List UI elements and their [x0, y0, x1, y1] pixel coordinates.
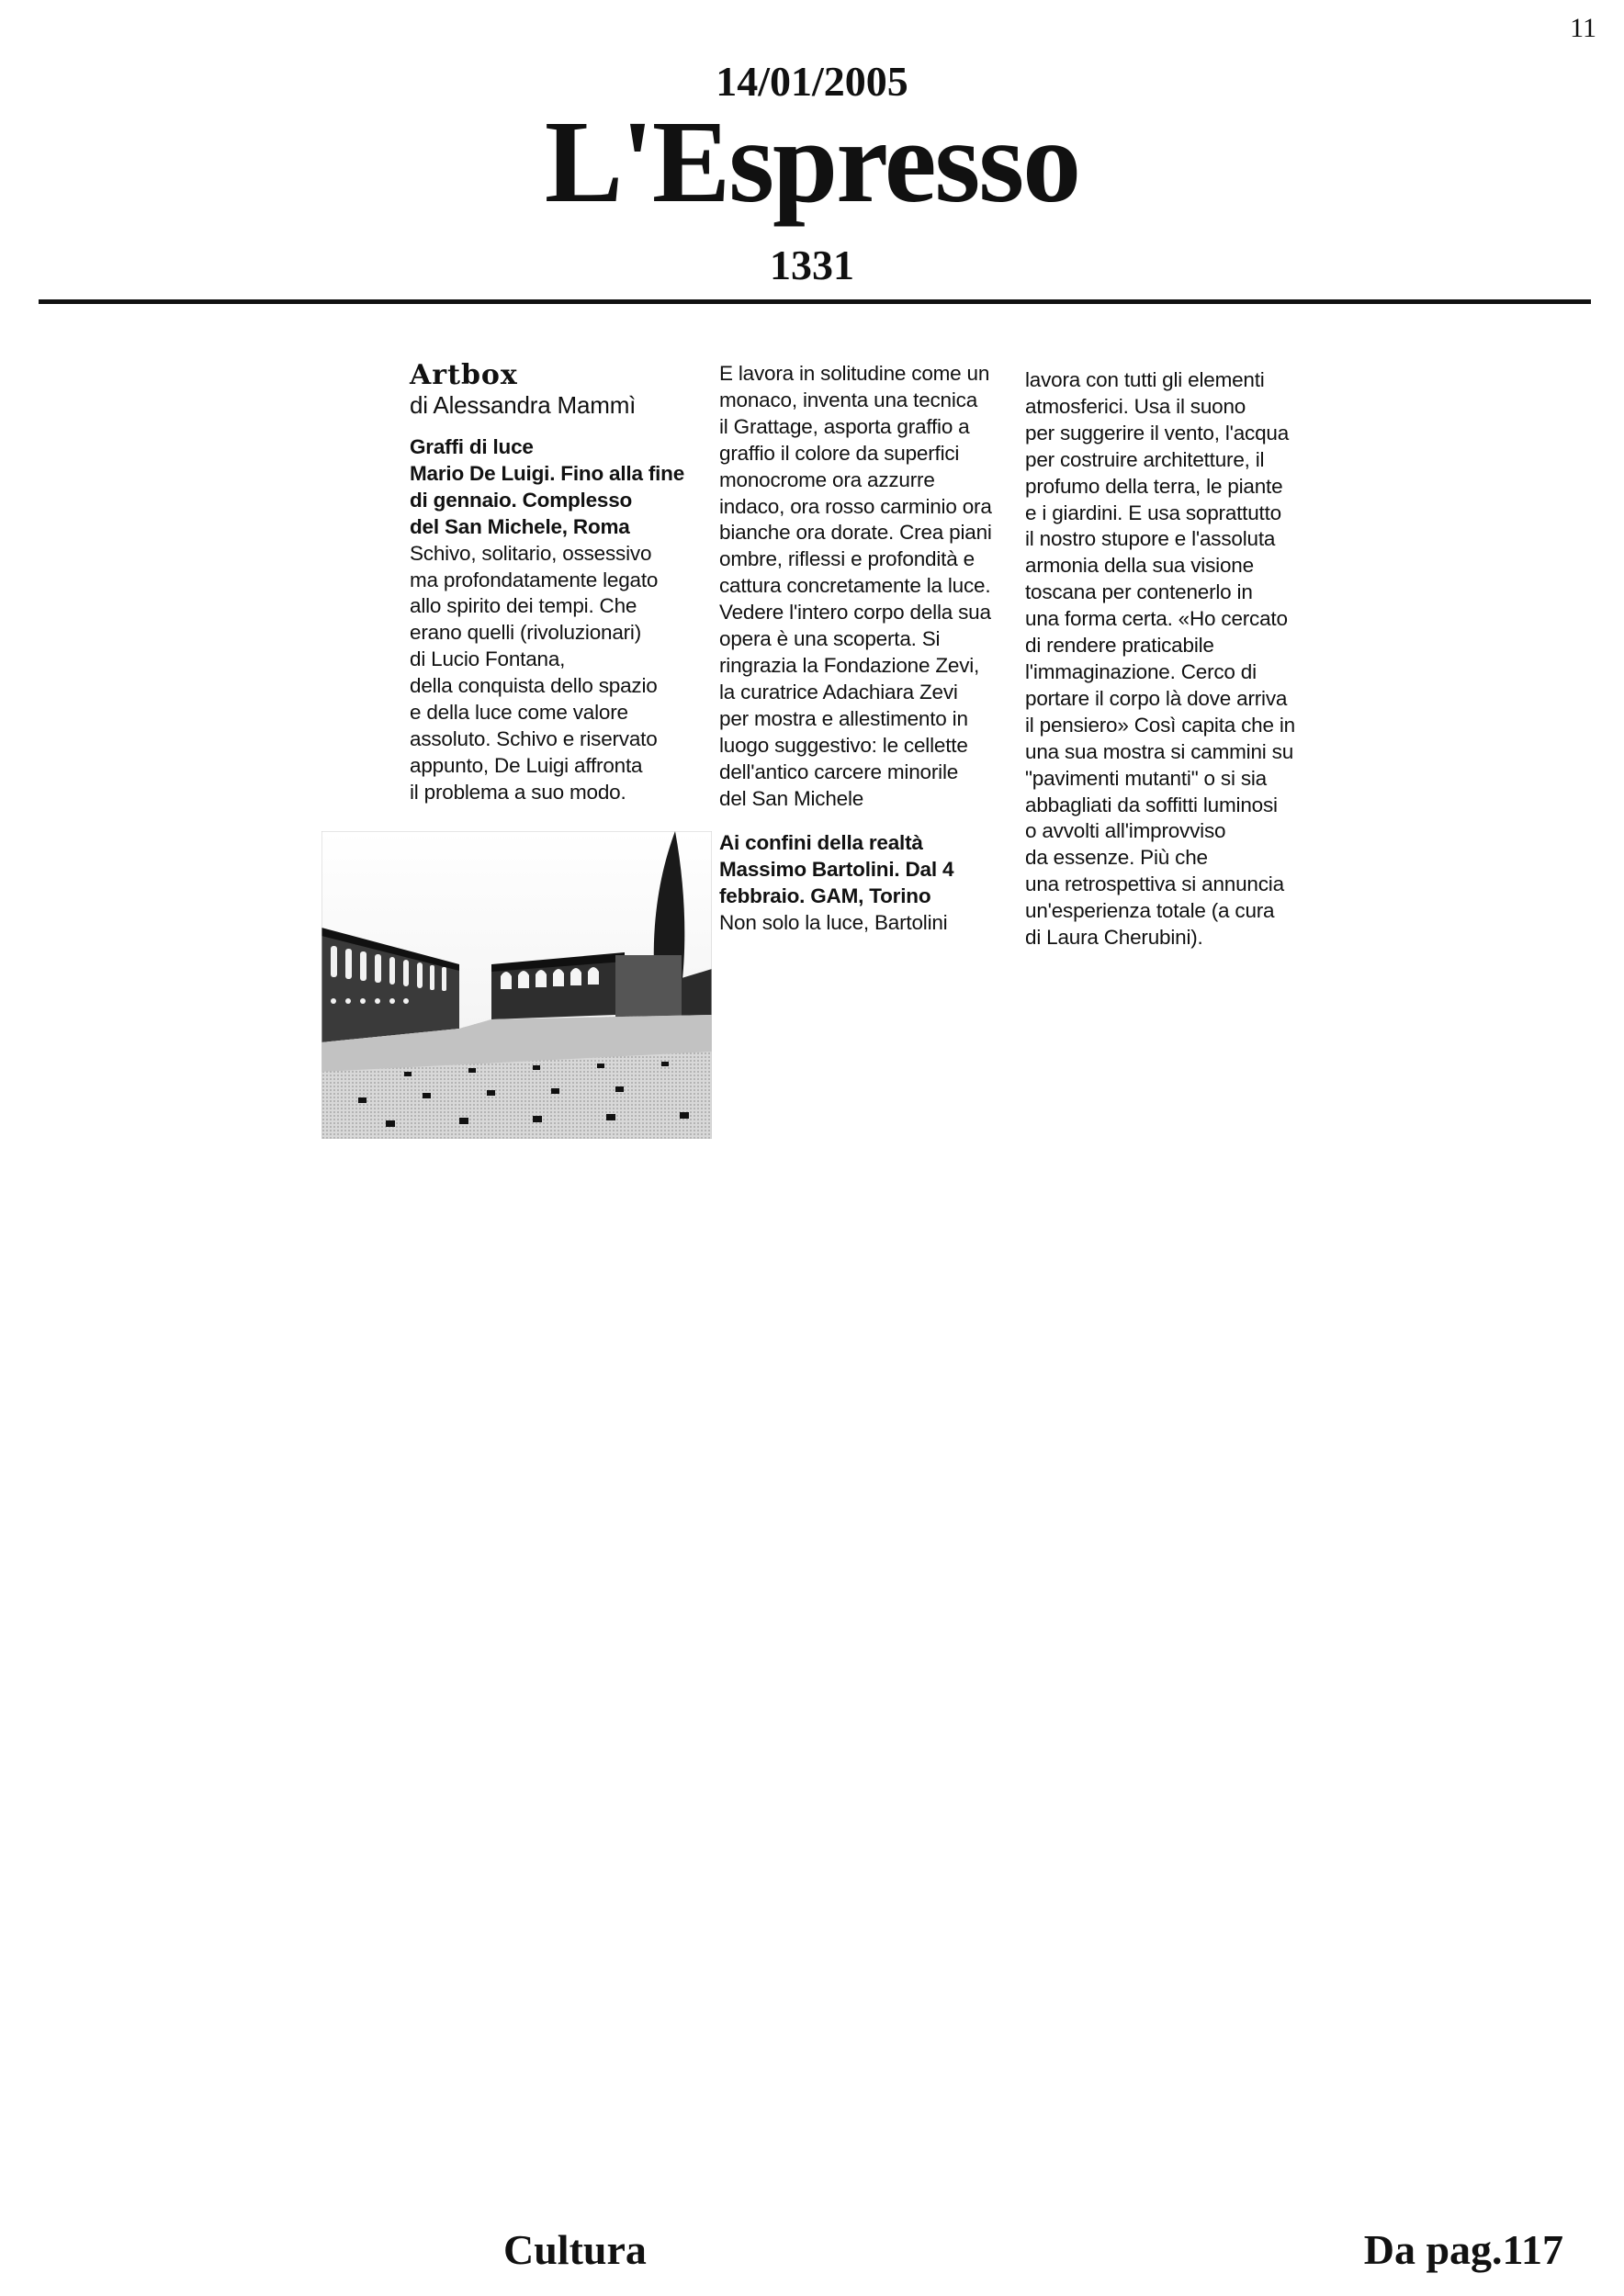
- text-line: atmosferici. Usa il suono: [1025, 394, 1246, 418]
- masthead: L'Espresso: [544, 96, 1080, 227]
- section-heading-bartolini: [719, 830, 1022, 910]
- text-line: il pensiero» Così capita che in: [1025, 713, 1295, 737]
- text-line: assoluto. Schivo e riservato: [410, 726, 658, 750]
- text-line: profumo della terra, le piante: [1025, 474, 1283, 498]
- text-line: dell'antico carcere minorile: [719, 760, 959, 783]
- byline: di Alessandra Mammì: [410, 391, 637, 419]
- text-line: monocrome ora azzurre: [719, 467, 935, 491]
- body-text: [1025, 367, 1328, 951]
- text-line: di rendere praticabile: [1025, 634, 1214, 658]
- text-line: armonia della sua visione: [1025, 554, 1254, 578]
- text-line: una retrospettiva si annuncia: [1025, 872, 1284, 896]
- body-text: [410, 541, 713, 806]
- text-line: l'immaginazione. Cerco di: [1025, 659, 1257, 683]
- article-photo: [321, 831, 712, 1139]
- text-line: un'esperienza totale (a cura: [1025, 899, 1275, 923]
- text-line: il Grattage, asporta graffio a: [719, 414, 970, 438]
- text-line: o avvolti all'improvviso: [1025, 819, 1226, 843]
- heading-line: Graffi di luce: [410, 435, 534, 458]
- text-line: una forma certa. «Ho cercato: [1025, 607, 1288, 631]
- article-column-1: [410, 361, 713, 806]
- text-line: monaco, inventa una tecnica: [719, 388, 978, 411]
- text-line: per suggerire il vento, l'acqua: [1025, 421, 1290, 445]
- source-page-ref: Da pag.117: [1363, 2226, 1563, 2273]
- column-logo: Artbox: [410, 359, 518, 391]
- text-line: di Lucio Fontana,: [410, 647, 566, 671]
- text-line: Vedere l'intero corpo della sua: [719, 601, 991, 625]
- text-line: della conquista dello spazio: [410, 674, 658, 698]
- text-line: lavora con tutti gli elementi: [1025, 368, 1265, 391]
- text-line: graffio il colore da superfici: [719, 441, 960, 465]
- text-line: di Laura Cherubini).: [1025, 926, 1203, 950]
- body-text: [719, 361, 1022, 812]
- text-line: per mostra e allestimento in: [719, 706, 968, 730]
- text-line: ringrazia la Fondazione Zevi,: [719, 653, 980, 677]
- text-line: Schivo, solitario, ossessivo: [410, 541, 652, 565]
- body-text: [719, 910, 1022, 937]
- heading-line: del San Michele, Roma: [410, 514, 630, 538]
- text-line: abbagliati da soffitti luminosi: [1025, 793, 1278, 816]
- text-line: e i giardini. E usa soprattutto: [1025, 501, 1281, 524]
- section-heading-graffi: [410, 434, 713, 541]
- text-line: ombre, riflessi e profondità e: [719, 547, 975, 571]
- text-line: luogo suggestivo: le cellette: [719, 733, 968, 757]
- text-line: cattura concretamente la luce.: [719, 574, 991, 598]
- section-label: Cultura: [503, 2226, 647, 2273]
- heading-line: di gennaio. Complesso: [410, 488, 633, 512]
- heading-line: Massimo Bartolini. Dal 4: [719, 858, 954, 882]
- publication-date: 14/01/2005: [716, 58, 908, 105]
- text-line: indaco, ora rosso carminio ora: [719, 494, 992, 518]
- text-line: il nostro stupore e l'assoluta: [1025, 527, 1276, 551]
- text-line: appunto, De Luigi affronta: [410, 753, 643, 777]
- text-line: allo spirito dei tempi. Che: [410, 594, 637, 618]
- text-line: E lavora in solitudine come un: [719, 362, 990, 385]
- text-line: e della luce come valore: [410, 701, 628, 725]
- text-line: ma profondatamente legato: [410, 568, 659, 591]
- heading-line: Mario De Luigi. Fino alla fine: [410, 461, 685, 485]
- text-line: una sua mostra si cammini su: [1025, 739, 1294, 763]
- article-column-2: [719, 361, 1022, 937]
- text-line: da essenze. Più che: [1025, 846, 1208, 870]
- paragraph-gap: [719, 812, 1022, 830]
- text-line: del San Michele: [719, 786, 864, 810]
- text-line: per costruire architetture, il: [1025, 447, 1265, 471]
- text-line: erano quelli (rivoluzionari): [410, 621, 642, 645]
- heading-line: Ai confini della realtà: [719, 831, 923, 855]
- text-line: portare il corpo là dove arriva: [1025, 686, 1288, 710]
- text-line: il problema a suo modo.: [410, 780, 626, 804]
- page-number: 11: [1570, 13, 1596, 43]
- header-rule: [39, 299, 1591, 304]
- text-line: Non solo la luce, Bartolini: [719, 911, 948, 935]
- text-line: opera è una scoperta. Si: [719, 627, 941, 651]
- heading-line: febbraio. GAM, Torino: [719, 884, 931, 908]
- text-line: "pavimenti mutanti" o si sia: [1025, 766, 1267, 790]
- text-line: bianche ora dorate. Crea piani: [719, 521, 992, 545]
- text-line: toscana per contenerlo in: [1025, 580, 1253, 604]
- issue-number: 1331: [770, 242, 854, 288]
- article-column-3: [1025, 367, 1328, 951]
- text-line: la curatrice Adachiara Zevi: [719, 680, 958, 703]
